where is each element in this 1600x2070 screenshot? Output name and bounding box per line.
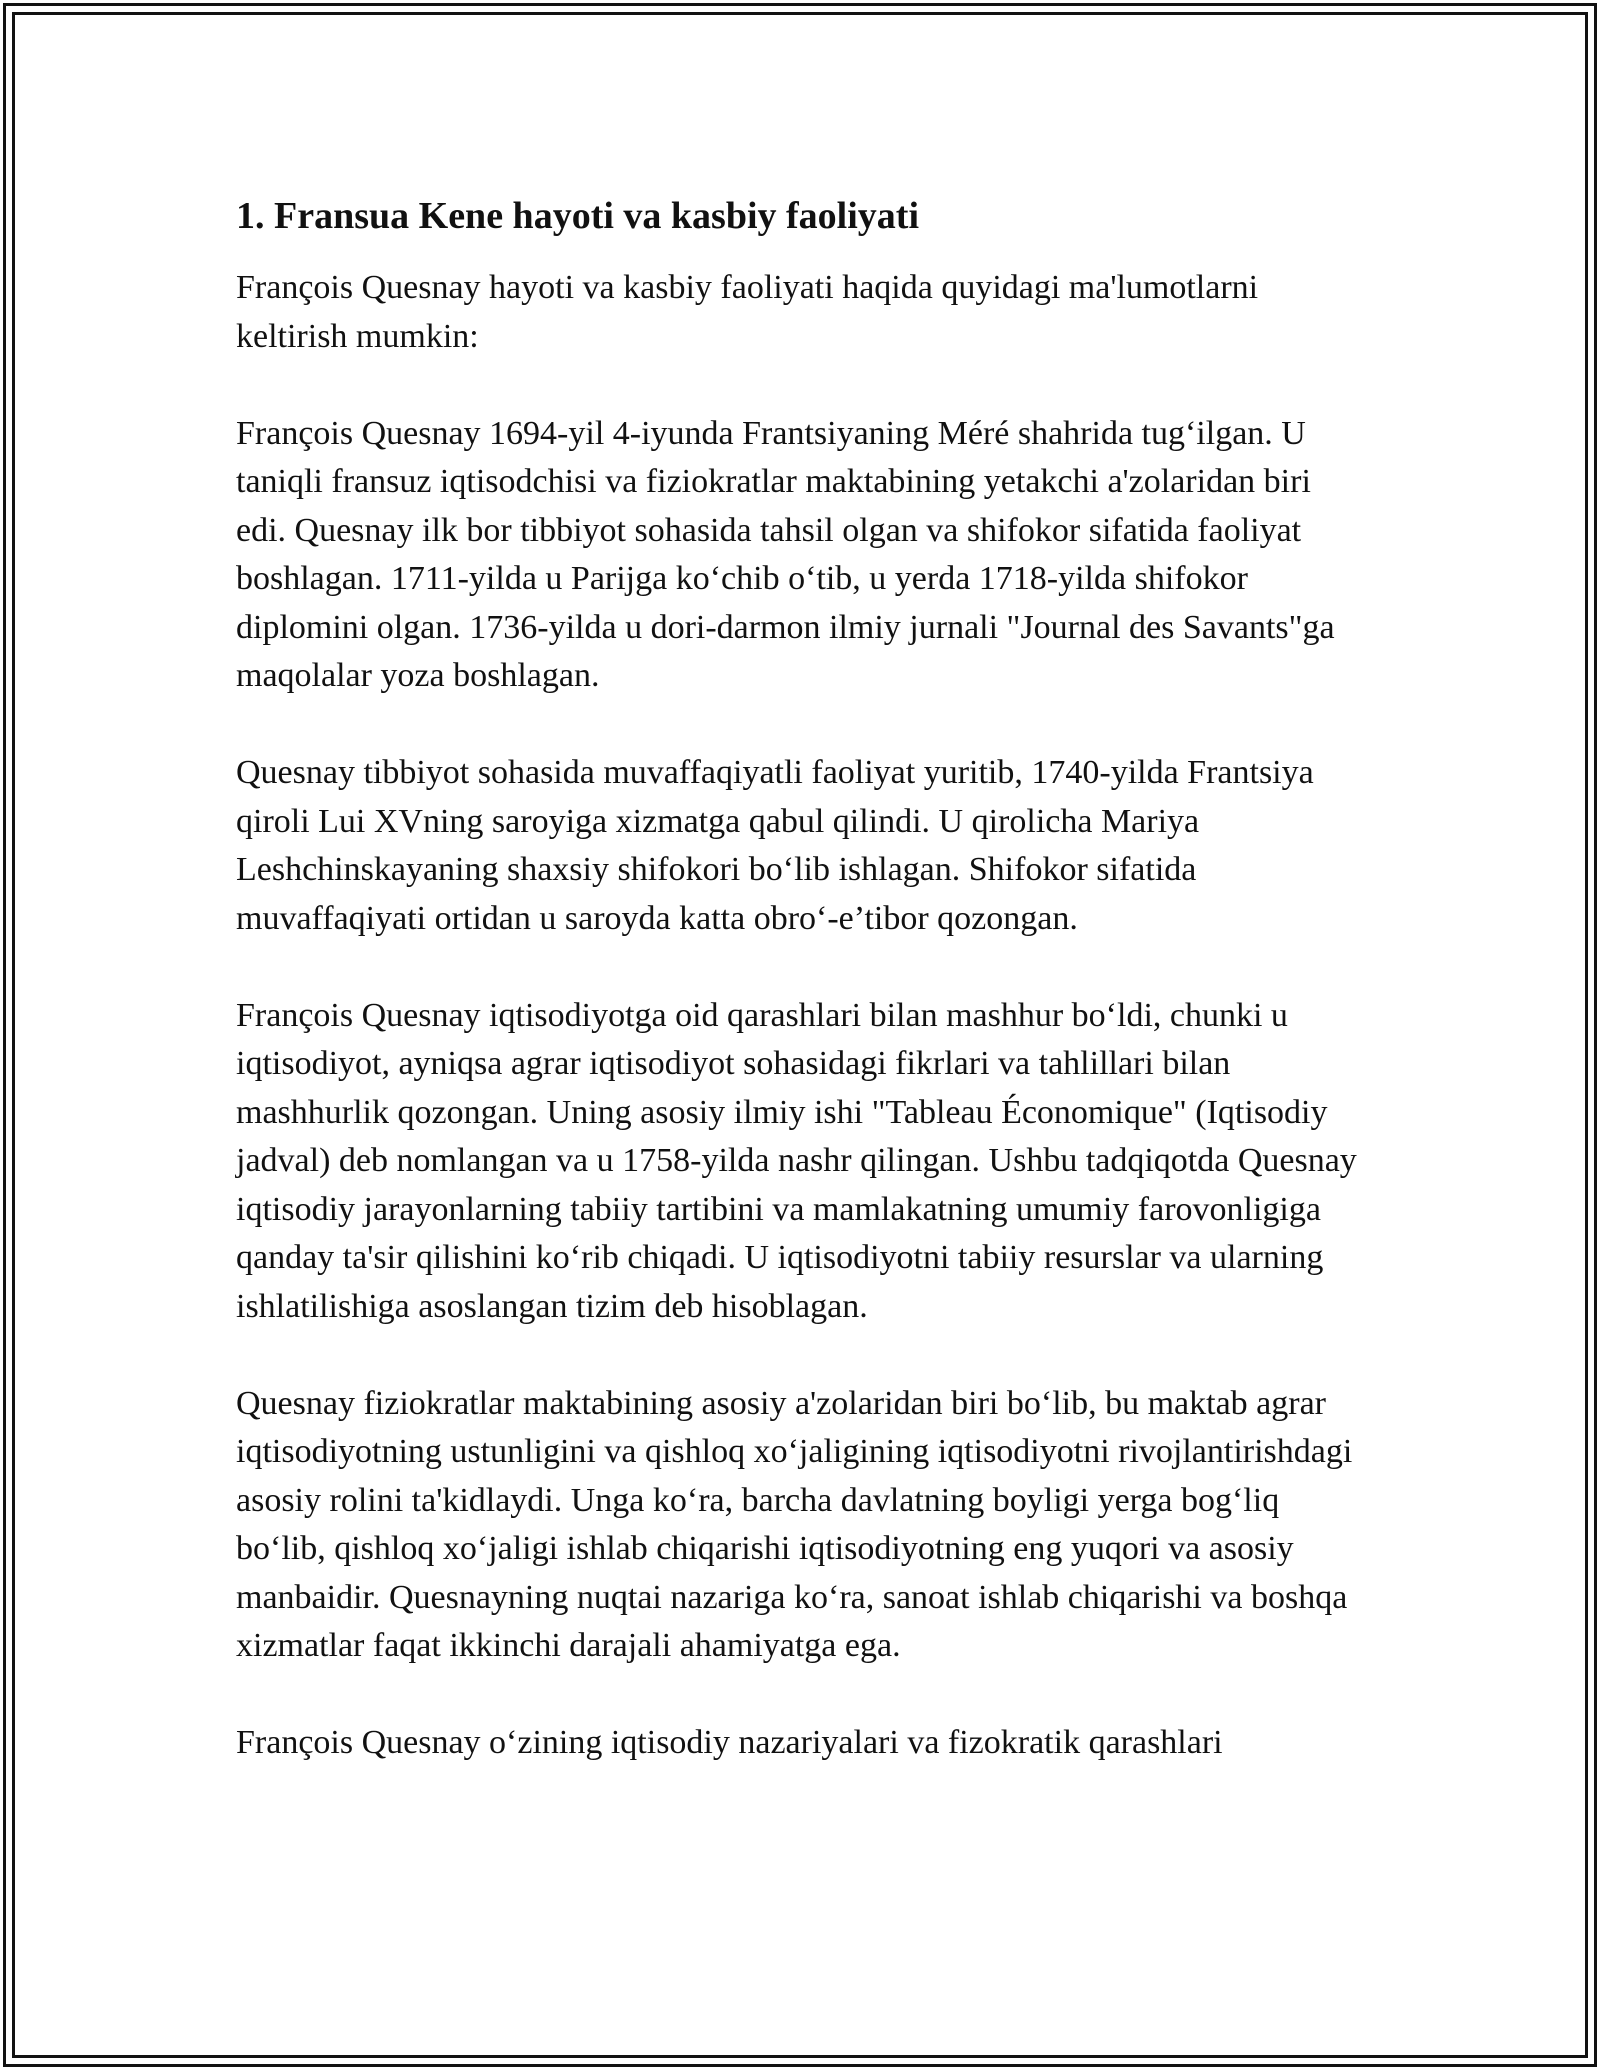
paragraph-continuation: François Quesnay o‘zining iqtisodiy nazariyalari va fizokratik qarashlari (236, 1724, 1223, 1761)
paragraph-economic-views: François Quesnay iqtisodiyotga oid qarashlari bilan mashhur bo‘ldi, chunki u iqtisodiyot, ayniqsa agrar iqtisodiyot sohasidagi fikrlari va tahlillari bilan mashhurlik qozongan. Uning asosiy ilmiy ishi "Tableau Économique" (Iqtisodiy jadval) deb nomlangan va u 1758-yilda nashr qilingan. Ushbu tadqiqotda Quesnay iqtisodiy jarayonlarning tabiiy tartibini va mamlakatning umumiy farovonligiga qanday ta'sir qilishini ko‘rib chiqadi. U iqtisodiyotni tabiiy resurslar va ularning ishlatilishiga asoslangan tizim deb hisoblagan. (236, 996, 1357, 1325)
paragraph-biography: François Quesnay 1694-yil 4-iyunda Frantsiyaning Méré shahrida tug‘ilgan. U taniqli fransuz iqtisodchisi va fiziokratlar maktabining yetakchi a'zolaridan biri edi. Quesnay ilk bor tibbiyot sohasida tahsil olgan va shifokor sifatida faoliyat boshlagan. 1711-yilda u Parijga ko‘chib o‘tib, u yerda 1718-yilda shifokor diplomini olgan. 1736-yilda u dori-darmon ilmiy jurnali "Journal des Savants"ga maqolalar yoza boshlagan. (236, 414, 1335, 694)
document-body (236, 188, 1366, 1816)
paragraph-intro: François Quesnay hayoti va kasbiy faoliyati haqida quyidagi ma'lumotlarni keltirish mumkin: (236, 269, 1259, 355)
paragraph-court-career: Quesnay tibbiyot sohasida muvaffaqiyatli faoliyat yuritib, 1740-yilda Frantsiya qiroli Lui XVning saroyiga xizmatga qabul qilindi. U qirolicha Mariya Leshchinskayaning shaxsiy shifokori bo‘lib ishlagan. Shifokor sifatida muvaffaqiyati ortidan u saroyda katta obro‘-e’tibor qozongan. (236, 754, 1314, 937)
section-heading: 1. Fransua Kene hayoti va kasbiy faoliyati (236, 195, 919, 237)
paragraph-physiocrats: Quesnay fiziokratlar maktabining asosiy a'zolaridan biri bo‘lib, bu maktab agrar iqtisodiyotning ustunligini va qishloq xo‘jaligining iqtisodiyotni rivojlantirishdagi asosiy rolini ta'kidlaydi. Unga ko‘ra, barcha davlatning boyligi yerga bog‘liq bo‘lib, qishloq xo‘jaligi ishlab chiqarishi iqtisodiyotning eng yuqori va asosiy manbaidir. Quesnayning nuqtai nazariga ko‘ra, sanoat ishlab chiqarishi va boshqa xizmatlar faqat ikkinchi darajali ahamiyatga ega. (236, 1384, 1353, 1664)
